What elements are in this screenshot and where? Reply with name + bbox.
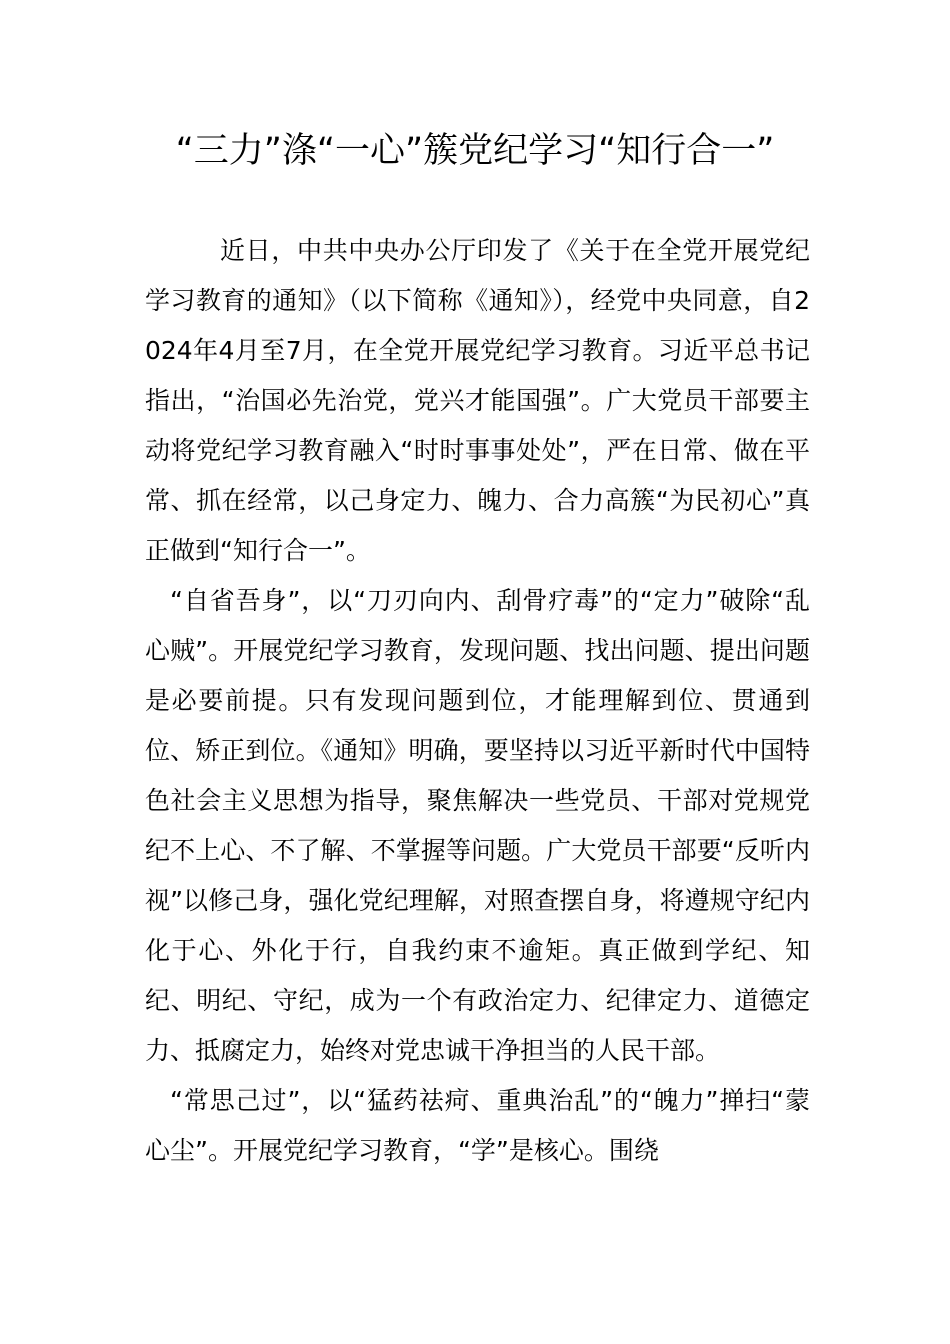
paragraph-reflect-faults: “常思己过”，以“猛药祛疴、重典治乱”的“魄力”掸扫“蒙心尘”。开展党纪学习教育，“学”是核心。围绕 <box>145 1086 810 1165</box>
document-title: “三力”涤“一心”簇党纪学习“知行合一” <box>175 131 775 171</box>
document-body <box>145 226 810 1176</box>
paragraph-self-reflection: “自省吾身”，以“刀刃向内、刮骨疗毒”的“定力”破除“乱心贼”。开展党纪学习教育，发现问题、找出问题、提出问题是必要前提。只有发现问题到位，才能理解到位、贯通到位、矫正到位。《通知》明确，要坚持以习近平新时代中国特色社会主义思想为指导，聚焦解决一些党员、干部对党规党纪不上心、不了解、不掌握等问题。广大党员干部要“反听内视”以修己身，强化党纪理解，对照查摆自身，将遵规守纪内化于心、外化于行，自我约束不逾矩。真正做到学纪、知纪、明纪、守纪，成为一个有政治定力、纪律定力、道德定力、抵腐定力，始终对党忠诚干净担当的人民干部。 <box>145 586 810 1065</box>
paragraph-intro: 近日，中共中央办公厅印发了《关于在全党开展党纪学习教育的通知》（以下简称《通知》），经党中央同意，自2024年4月至7月，在全党开展党纪学习教育。习近平总书记指出，“治国必先治党，党兴才能国强”。广大党员干部要主动将党纪学习教育融入“时时事事处处”，严在日常、做在平常、抓在经常，以己身定力、魄力、合力高簇“为民初心”真正做到“知行合一”。 <box>145 236 810 565</box>
